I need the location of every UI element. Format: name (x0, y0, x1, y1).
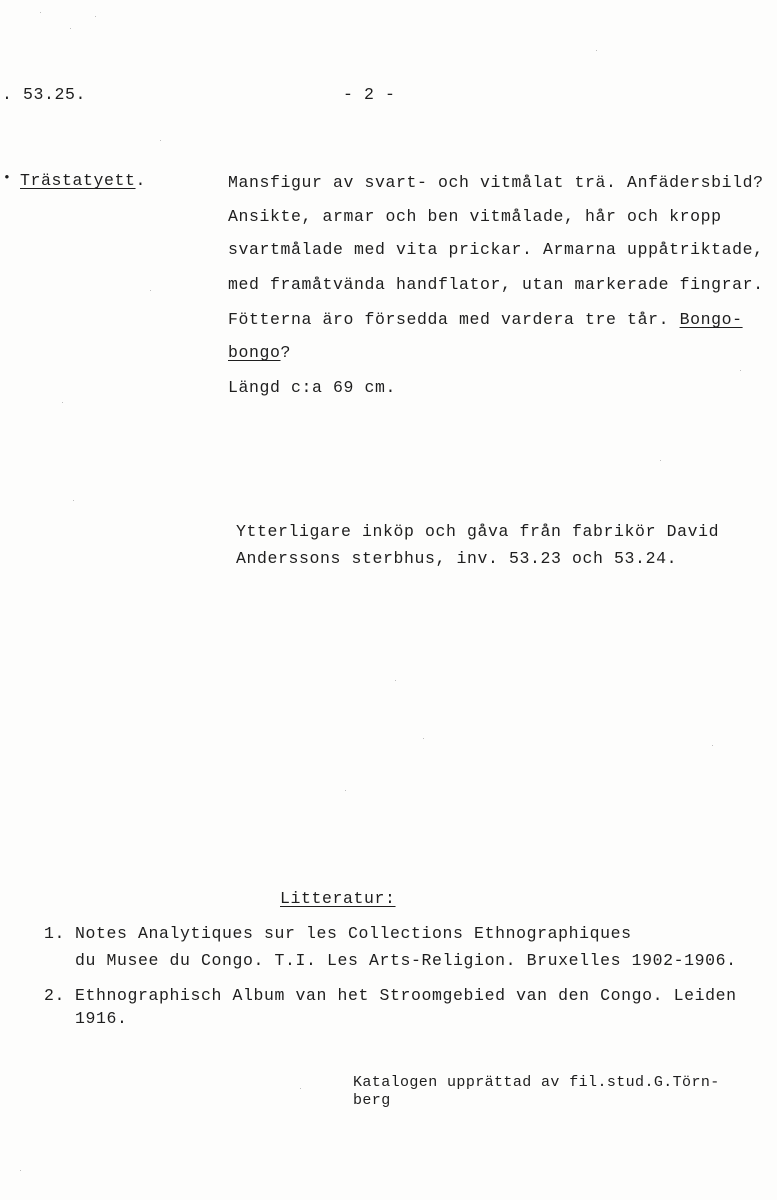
scan-speck (300, 1088, 301, 1089)
bongo-term-part1: Bongo- (679, 310, 743, 329)
scan-speck (712, 745, 713, 746)
scan-speck (596, 50, 597, 51)
literature-item-2-number: 2. (44, 986, 66, 1005)
description-line-5-text: Fötterna äro försedda med vardera tre tår. (228, 310, 680, 329)
scan-speck (660, 460, 661, 461)
scan-speck (740, 370, 741, 371)
description-line-5 (228, 310, 743, 329)
object-name: Trästatyett (20, 171, 136, 190)
scan-speck (423, 738, 424, 739)
bongo-term-part2: bongo (228, 343, 281, 362)
scan-speck (150, 290, 151, 291)
entry-bullet: • (3, 170, 12, 185)
cataloguer-line-1: Katalogen upprättad av fil.stud.G.Törn- (353, 1074, 720, 1091)
catalog-number: . 53.25. (2, 85, 87, 104)
bongo-line (228, 343, 291, 362)
scan-speck (95, 16, 96, 17)
scan-speck (345, 790, 346, 791)
description-line-2: Ansikte, armar och ben vitmålade, hår och kropp (228, 207, 722, 226)
scan-speck (40, 12, 41, 13)
literature-heading: Litteratur: (280, 889, 396, 908)
acquisition-line-2: Anderssons sterbhus, inv. 53.23 och 53.24. (236, 549, 678, 568)
scan-speck (62, 402, 63, 403)
description-line-4: med framåtvända handflator, utan markerade fingrar. (228, 275, 764, 294)
literature-item-1-line-1: Notes Analytiques sur les Collections Ethnographiques (75, 924, 632, 943)
description-line-3: svartmålade med vita prickar. Armarna uppåtriktade, (228, 240, 764, 259)
cataloguer-line-2: berg (353, 1092, 391, 1109)
scan-speck (73, 500, 74, 501)
object-name-suffix: . (135, 171, 147, 190)
scan-speck (70, 28, 71, 29)
length-line: Längd c:a 69 cm. (228, 378, 397, 397)
bongo-suffix: ? (280, 343, 292, 362)
object-name-line (20, 171, 146, 190)
scan-speck (160, 140, 161, 141)
literature-item-1-number: 1. (44, 924, 66, 943)
acquisition-line-1: Ytterligare inköp och gåva från fabrikör David (236, 522, 720, 541)
literature-item-2-line-1: Ethnographisch Album van het Stroomgebied van den Congo. Leiden (75, 986, 737, 1005)
page-number: - 2 - (343, 85, 396, 104)
scan-speck (20, 1170, 21, 1171)
description-line-1: Mansfigur av svart- och vitmålat trä. Anfädersbild? (228, 173, 764, 192)
literature-item-2-line-2: 1916. (75, 1009, 128, 1028)
literature-item-1-line-2: du Musee du Congo. T.I. Les Arts-Religion. Bruxelles 1902-1906. (75, 951, 737, 970)
scan-speck (395, 680, 396, 681)
